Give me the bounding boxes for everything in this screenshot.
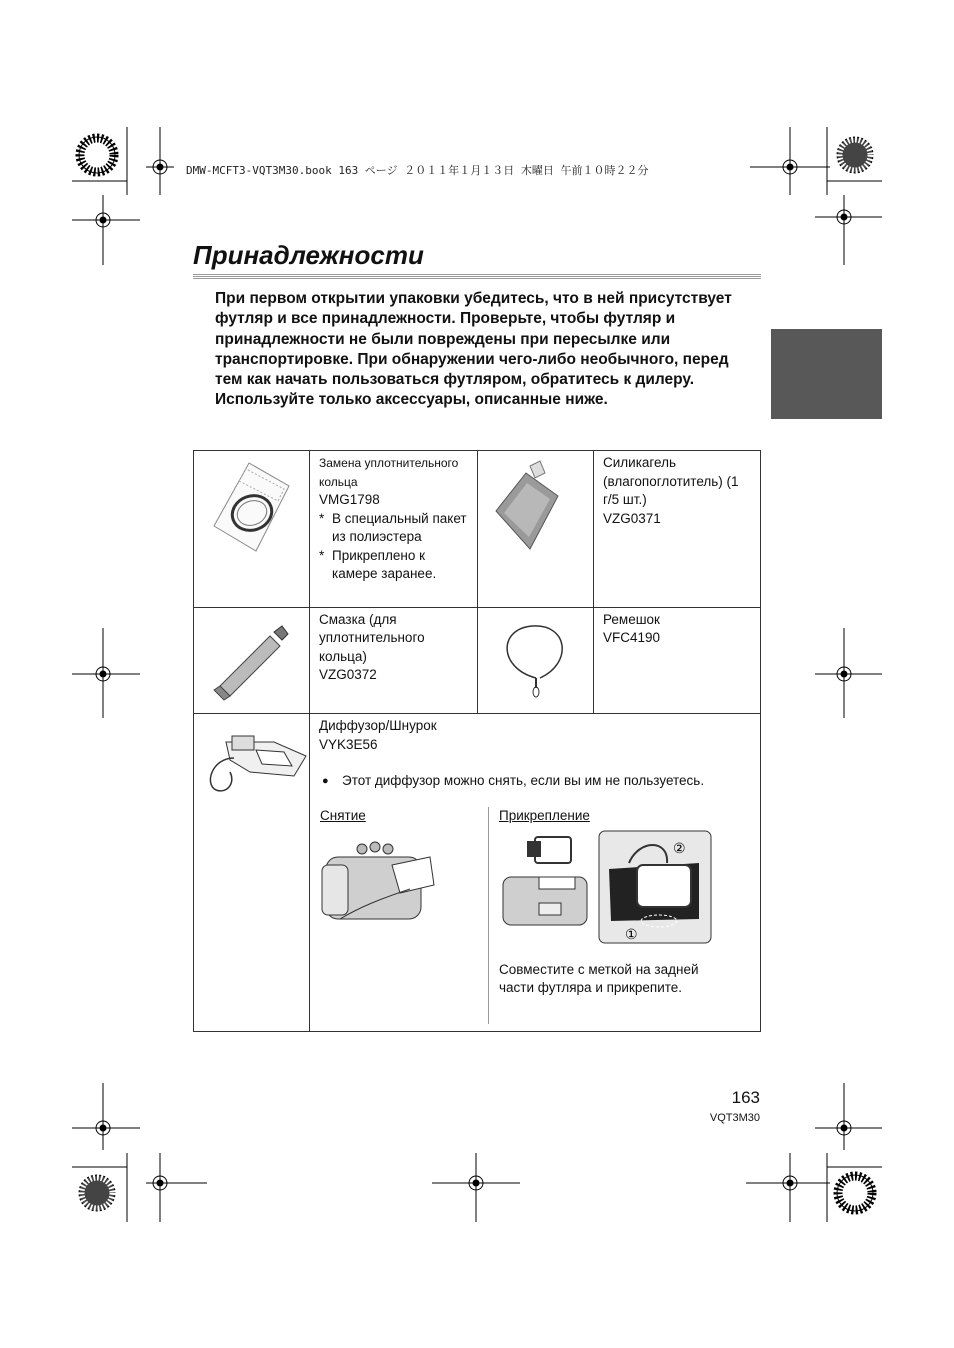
attach-label: Прикрепление <box>499 807 590 823</box>
oring-note-1: В специальный пакет из полиэстера <box>332 510 467 544</box>
diffuser-code: VYK3E56 <box>319 736 378 752</box>
silica-text-cell <box>594 451 761 608</box>
diffuser-image <box>194 714 309 814</box>
silica-name: Силикагель (влагопоглотитель) (1 г/5 шт.) <box>603 455 739 507</box>
diffuser-name: Диффузор/Шнурок <box>319 718 437 733</box>
oring-text-cell <box>310 451 478 608</box>
grease-code: VZG0372 <box>319 667 377 682</box>
attach-section <box>488 807 760 1024</box>
oring-note-2: Прикреплено к камере заранее. <box>332 547 437 581</box>
intro-note: Используйте только аксессуары, описанные ниже. <box>215 391 608 409</box>
grease-text-cell <box>310 607 478 714</box>
attach-caption: Совместите с меткой на задней части футляра и прикрепите. <box>499 961 699 995</box>
intro-text <box>215 289 760 411</box>
oring-code: VMG1798 <box>319 492 380 507</box>
diffuser-text-cell <box>310 714 761 1032</box>
silica-code: VZG0371 <box>603 510 661 526</box>
step-1-label: ① <box>625 926 638 942</box>
title-rule <box>193 274 761 280</box>
removal-illustration <box>320 829 450 929</box>
diffuser-image-cell <box>194 714 310 1032</box>
intro-paragraph: При первом открытии упаковки убедитесь, что в ней присутствует футляр и все принадлежности. Проверьте, чтобы футляр и принадлежности не были повреждены при пересылке или транспортировке. При обнаружении чего-либо необычного, перед тем как начать пользоваться футляром, обратитесь к дилеру. <box>215 290 732 389</box>
accessories-table <box>193 450 761 1032</box>
attach-illustration <box>499 829 729 949</box>
table-row <box>194 607 761 714</box>
section-tab <box>771 329 882 419</box>
removal-label: Снятие <box>320 807 366 823</box>
diffuser-bullet: Этот диффузор можно снять, если вы им не пользуетесь. <box>342 773 705 788</box>
doc-code: VQT3M30 <box>709 1112 760 1124</box>
bullet-mark: ● <box>322 775 329 787</box>
grease-image-cell <box>194 607 310 714</box>
strap-name: Ремешок <box>603 611 660 627</box>
page-title: Принадлежности <box>193 240 424 270</box>
step-2-label: ② <box>673 840 686 856</box>
oring-name: Замена уплотнительного кольца <box>319 456 459 489</box>
grease-name: Смазка (для уплотнительного кольца) <box>319 611 425 664</box>
note-mark: * <box>319 547 325 563</box>
grease-tube-image <box>194 608 309 708</box>
strap-image <box>478 608 593 708</box>
table-row <box>194 451 761 608</box>
oring-bag-image <box>194 451 309 601</box>
table-row <box>194 714 761 1032</box>
silica-image-cell <box>478 451 594 608</box>
silica-pack-image <box>478 451 593 601</box>
removal-section <box>310 807 488 1024</box>
print-header-line: DMW-MCFT3-VQT3M30.book 163 ページ ２０１１年１月１３日 木曜日 午前１０時２２分 <box>186 164 649 177</box>
oring-image-cell <box>194 451 310 608</box>
strap-code: VFC4190 <box>603 630 661 645</box>
page-number: 163 <box>731 1088 760 1107</box>
note-mark: * <box>319 510 325 526</box>
strap-image-cell <box>478 607 594 714</box>
strap-text-cell <box>594 607 761 714</box>
